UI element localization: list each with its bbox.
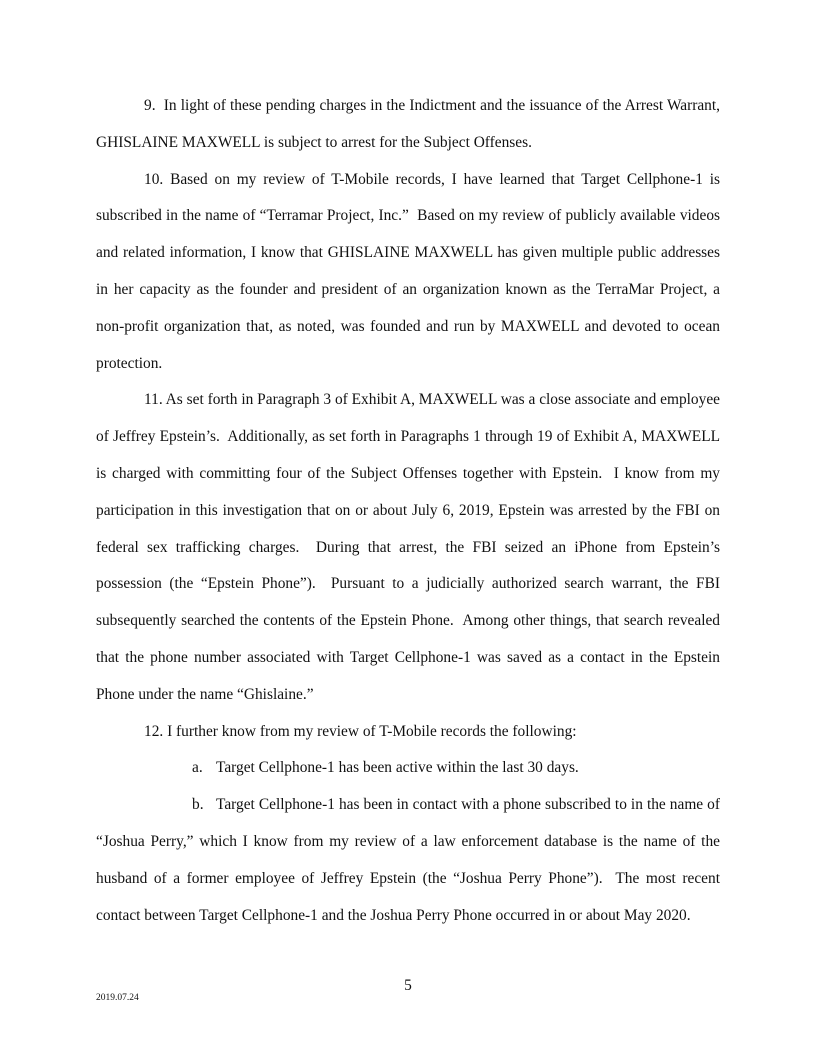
subitem-a-text: Target Cellphone-1 has been active within the last 30 days.	[216, 759, 579, 777]
paragraph-10: 10. Based on my review of T-Mobile records, I have learned that Target Cellphone-1 is subscribed in the name of “Terramar Project, Inc.” Based on my review of publicly available videos and related information, I know that GHISLAINE MAXWELL has given multiple public addresses in her capacity as the founder and president of an organization known as the TerraMar Project, a non-profit organization that, as noted, was founded and run by MAXWELL and devoted to ocean protection.	[96, 170, 720, 372]
subitem-a-marker: a.	[192, 759, 203, 777]
subitem-b-text: Target Cellphone-1 has been in contact with a phone subscribed to in the name of “Joshua Perry,” which I know from my review of a law enforcement database is the name of the husband of a former employee of Jeffrey Epstein (the “Joshua Perry Phone”). The most recent contact between Target Cellphone-1 and the Joshua Perry Phone occurred in or about May 2020.	[96, 796, 720, 924]
document-body	[96, 88, 720, 934]
paragraph-12: 12. I further know from my review of T-Mobile records the following:	[144, 722, 577, 740]
subitem-b-marker: b.	[192, 796, 204, 814]
paragraph-9: 9. In light of these pending charges in the Indictment and the issuance of the Arrest Warrant, GHISLAINE MAXWELL is subject to arrest for the Subject Offenses.	[96, 97, 720, 151]
subitem-a	[96, 750, 720, 787]
paragraph-11: 11. As set forth in Paragraph 3 of Exhibit A, MAXWELL was a close associate and employee of Jeffrey Epstein’s. Additionally, as set forth in Paragraphs 1 through 19 of Exhibit A, MAXWELL is charged with committing four of the Subject Offenses together with Epstein. I know from my participation in this investigation that on or about July 6, 2019, Epstein was arrested by the FBI on federal sex trafficking charges. During that arrest, the FBI seized an iPhone from Epstein’s possession (the “Epstein Phone”). Pursuant to a judicially authorized search warrant, the FBI subsequently searched the contents of the Epstein Phone. Among other things, that search revealed that the phone number associated with Target Cellphone-1 was saved as a contact in the Epstein Phone under the name “Ghislaine.”	[96, 391, 720, 703]
subitem-b	[96, 787, 720, 934]
page-number: 5	[404, 977, 412, 994]
footer-date: 2019.07.24	[96, 993, 139, 1003]
